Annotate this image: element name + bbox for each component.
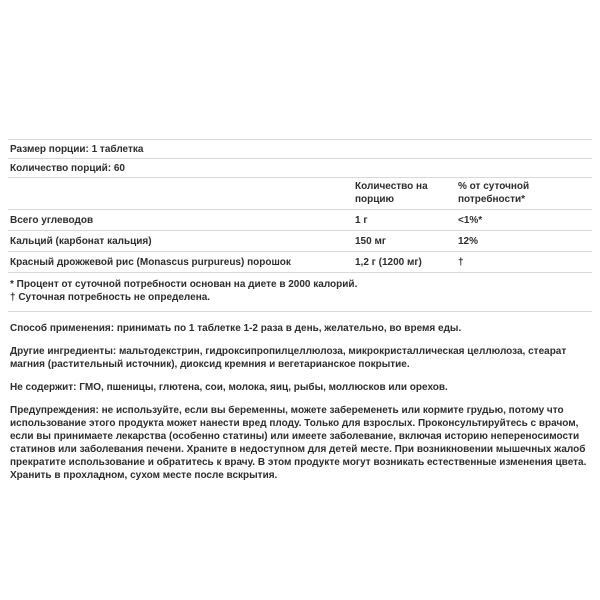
column-header-amount: Количество на порцию	[355, 181, 428, 205]
serving-size-text: Размер порции: 1 таблетка	[10, 143, 144, 155]
nutrient-daily-value: <1%*	[458, 214, 483, 226]
paragraph-directions: Способ применения: принимать по 1 таблетке 1-2 раза в день, желательно, во время еды.	[10, 323, 462, 334]
paragraph-warnings: Предупреждения: не используйте, если вы беременны, можете забеременеть или кормите грудью, потому что использование этого продукта может нанести вред плоду. Только для взрослых. Проконсультируйтесь с врачом, если вы принимаете лекарства (особенно статины) или имеете заболевание, включая историю непереносимости статинов или заболевания печени. Храните в недоступном для детей месте. При возникновении мышечных жалоб прекратите использование и обратитесь к врачу. В этом продукте могут возникать естественные изменения цвета. Хранить в прохладном, сухом месте после вскрытия.	[10, 405, 587, 481]
column-header-daily-value: % от суточной потребности*	[458, 181, 530, 205]
footnote-not-established: † Суточная потребность не определена.	[10, 292, 211, 303]
nutrient-name: Всего углеводов	[10, 214, 94, 226]
table-row	[8, 231, 592, 252]
nutrient-amount: 1,2 г (1200 мг)	[355, 256, 422, 268]
nutrient-amount: 1 г	[355, 214, 368, 226]
nutrient-name: Кальций (карбонат кальция)	[10, 235, 152, 247]
supplement-facts-label	[8, 139, 592, 482]
paragraph-other-ingredients: Другие ингредиенты: мальтодекстрин, гидроксипропилцеллюлоза, микрокристаллическая целлюлоза, стеарат магния (растительный источник), диоксид кремния и вегетарианское покрытие.	[10, 346, 567, 370]
servings-per-container-text: Количество порций: 60	[10, 162, 125, 174]
table-row	[8, 252, 592, 273]
nutrient-daily-value: †	[458, 256, 464, 268]
nutrient-amount: 150 мг	[355, 235, 387, 247]
table-row	[8, 210, 592, 231]
paragraph-free-of: Не содержит: ГМО, пшеницы, глютена, сои, молока, яиц, рыбы, моллюсков или орехов.	[10, 382, 448, 393]
nutrient-daily-value: 12%	[458, 235, 479, 247]
nutrient-table-header	[8, 178, 592, 210]
servings-per-container-row	[8, 159, 592, 178]
footnotes-block	[8, 273, 592, 312]
header-spacer	[8, 206, 353, 209]
footnote-daily-value: * Процент от суточной потребности основан на диете в 2000 калорий.	[10, 279, 358, 290]
nutrient-name: Красный дрожжевой рис (Monascus purpureus) порошок	[10, 256, 291, 268]
serving-size-row	[8, 139, 592, 159]
